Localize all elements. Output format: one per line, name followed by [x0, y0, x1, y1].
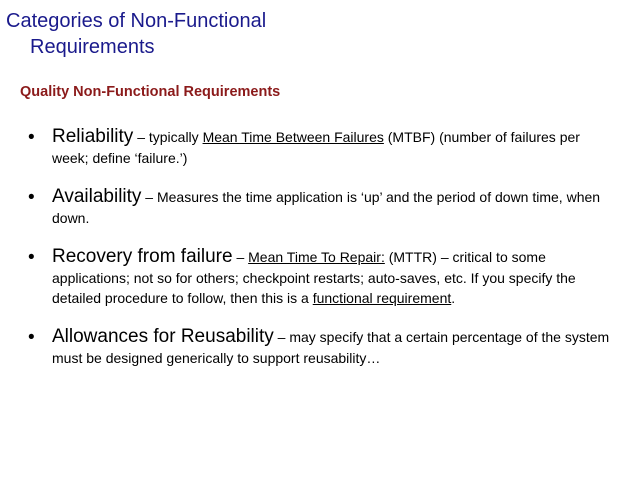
- bullet-text: (MTBF) (number of failures per week; define ‘failure.’): [52, 129, 580, 166]
- bullet-text: – typically: [133, 129, 203, 145]
- bullet-term: Allowances for Reusability: [52, 326, 274, 347]
- slide-title-line2: Requirements: [30, 36, 155, 58]
- functional-requirement-term: functional requirement: [312, 290, 452, 306]
- bullet-reusability: [28, 326, 618, 368]
- bullet-recovery: [28, 246, 618, 308]
- bullet-text: .: [451, 290, 456, 306]
- slide-title: [6, 8, 266, 60]
- mttr-term: Mean Time To Repair:: [248, 249, 385, 265]
- bullet-text: – Measures the time application is ‘up’ and the period of down time, when down.: [52, 189, 601, 226]
- bullet-term: Recovery from failure: [52, 246, 233, 267]
- bullet-text: –: [232, 249, 249, 265]
- slide-title-line1: Categories of Non-Functional: [6, 10, 267, 32]
- bullet-dot-icon: •: [28, 187, 35, 208]
- bullet-text: – may specify that a certain percentage of the system must be designed generically to support reusability…: [52, 329, 610, 366]
- bullet-term: Availability: [52, 186, 142, 207]
- mtbf-term: Mean Time Between Failures: [202, 129, 384, 145]
- bullet-availability: [28, 186, 618, 228]
- bullet-term: Reliability: [52, 126, 134, 147]
- bullet-dot-icon: •: [28, 127, 35, 148]
- bullet-list: [28, 126, 618, 386]
- bullet-text: (MTTR) – critical to some applications; not so for others; checkpoint restarts; auto-saves, etc. If you specify the detailed procedure to follow, then this is a: [52, 249, 576, 306]
- bullet-dot-icon: •: [28, 327, 35, 348]
- slide-subtitle: Quality Non-Functional Requirements: [20, 84, 281, 100]
- bullet-reliability: [28, 126, 618, 168]
- bullet-dot-icon: •: [28, 247, 35, 268]
